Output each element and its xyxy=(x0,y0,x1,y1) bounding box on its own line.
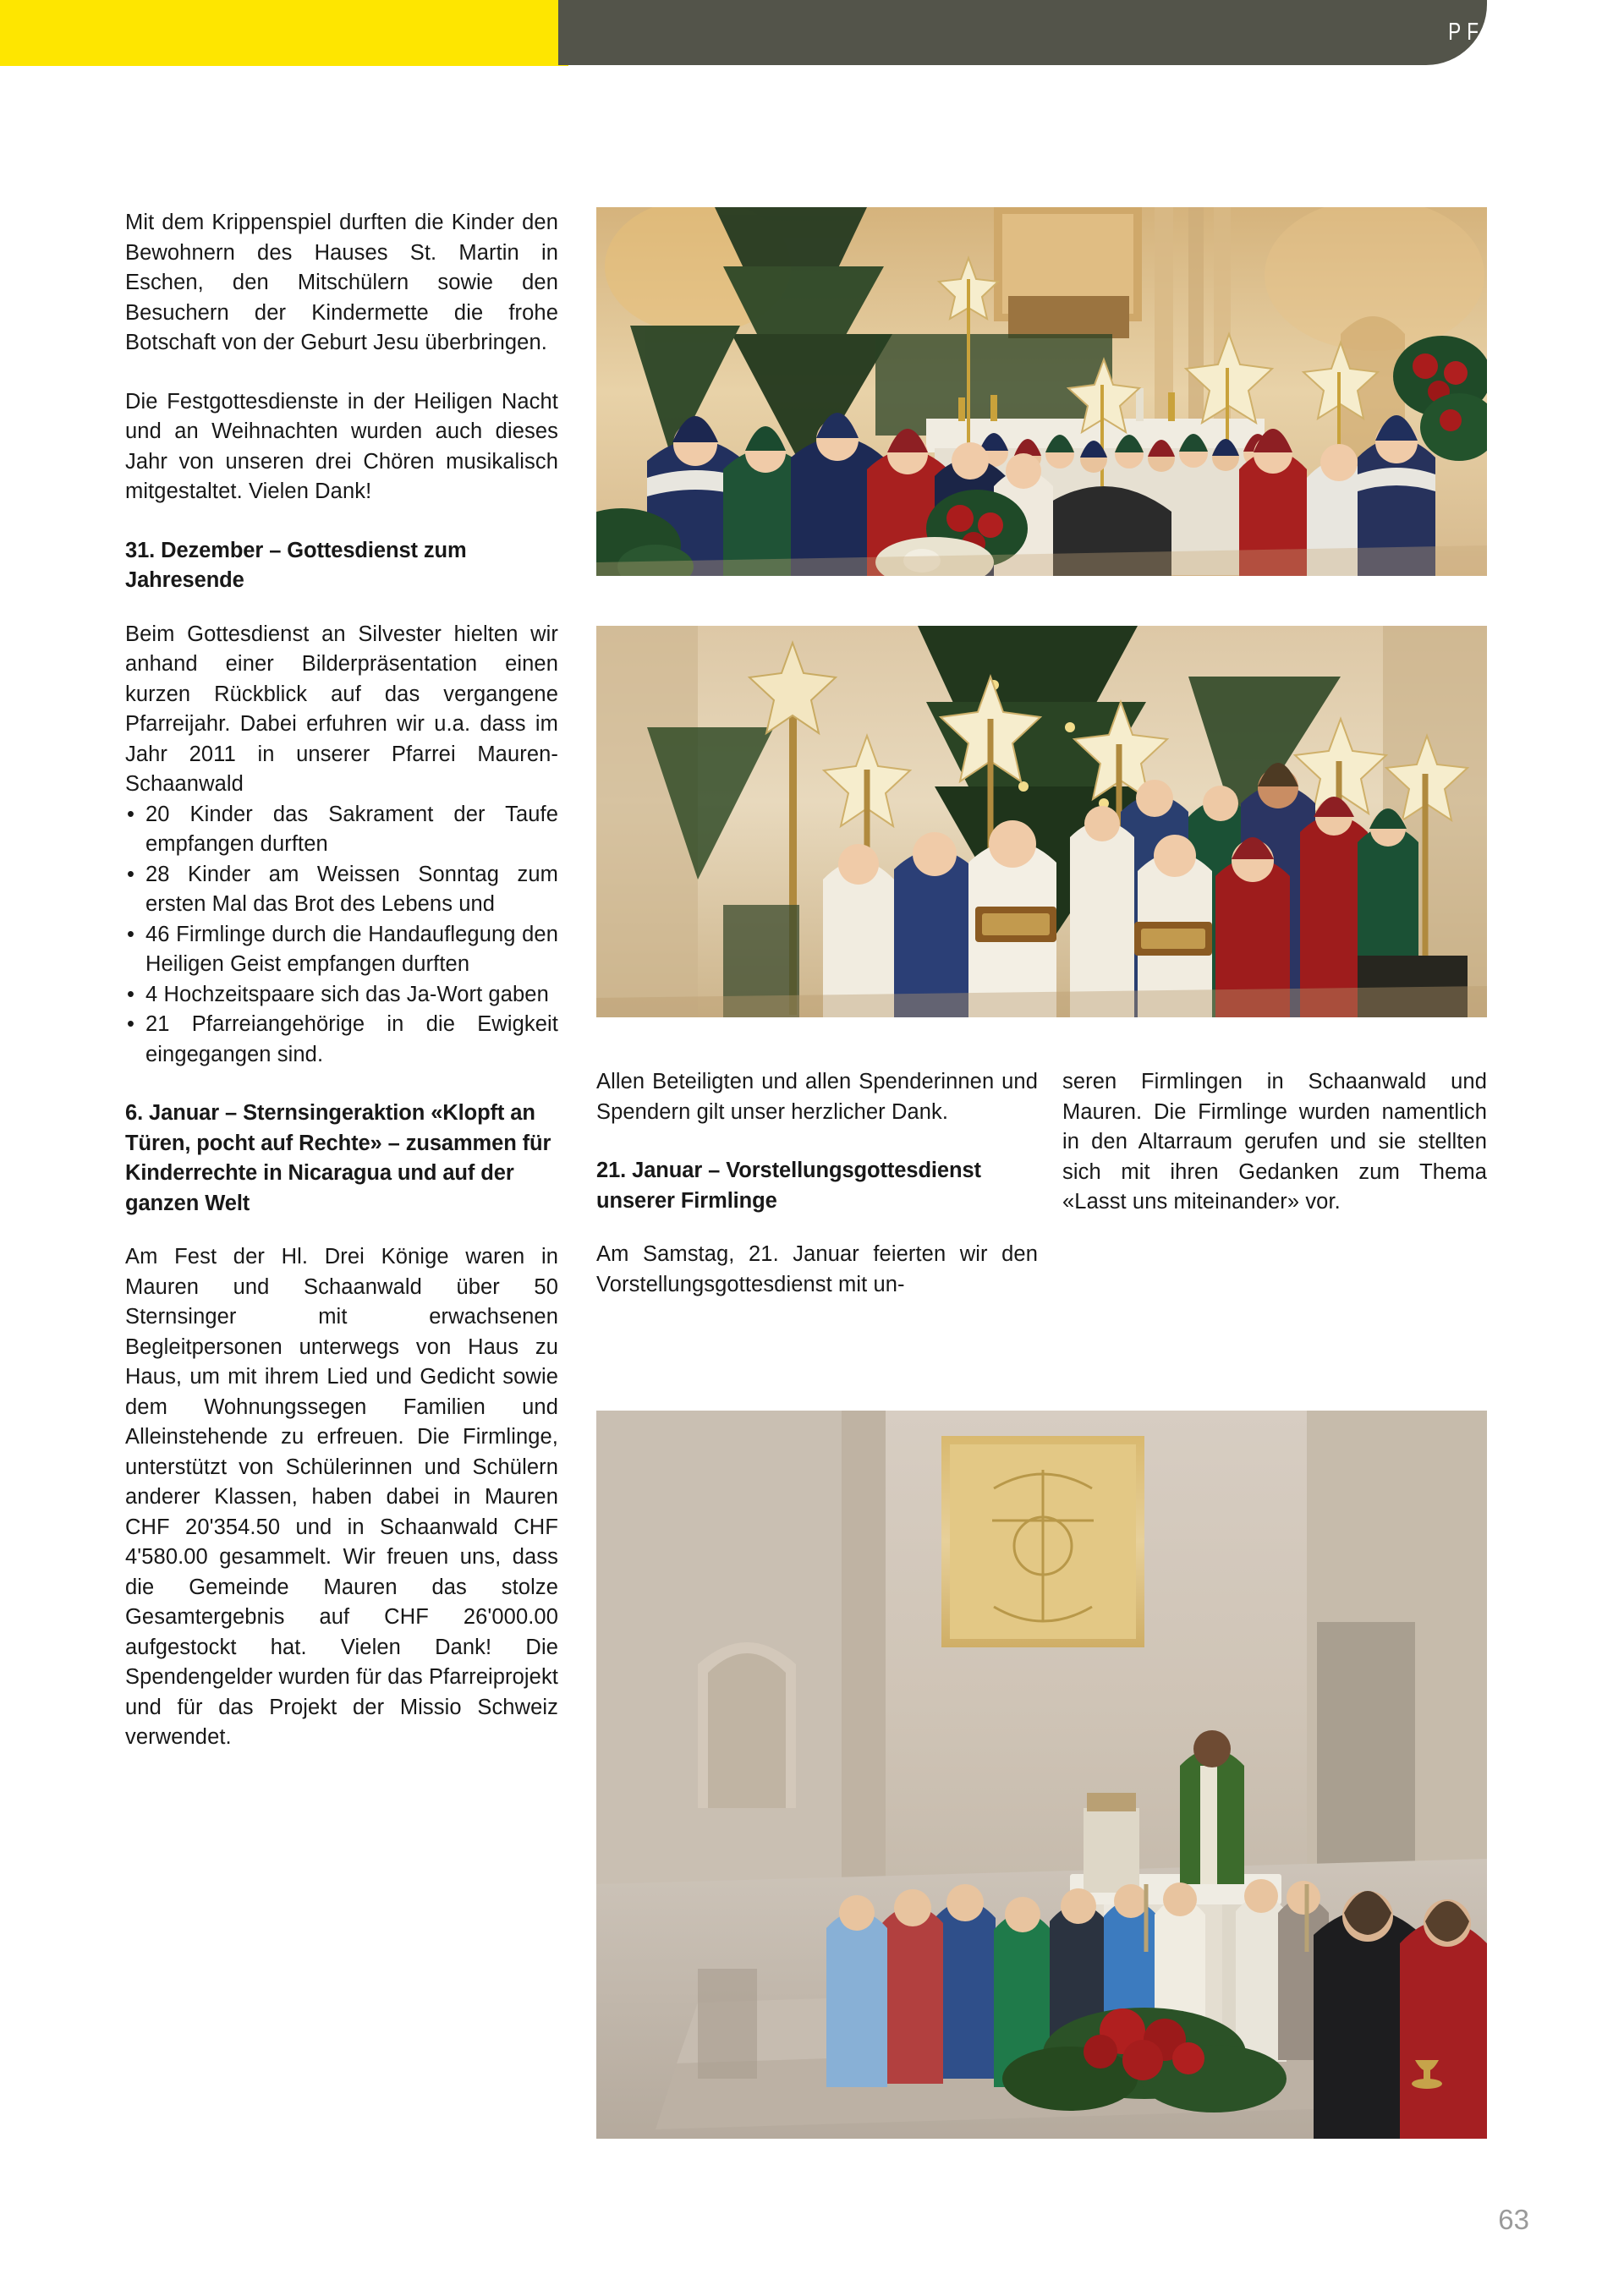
left-column xyxy=(125,208,558,1753)
paragraph-silvester: Beim Gottesdienst an Silvester hielten wir anhand einer Bilderpräsentation einen kurzen Rückblick auf das vergangene Pfarreijahr. Dabei erfuhren wir u.a. dass im Jahr 2011 in unserer Pfarrei Mauren-Schaanwald xyxy=(125,622,558,796)
firmlinge-photo-graphic xyxy=(596,1411,1487,2139)
list-item-label: 4 Hochzeitspaare sich das Ja-Wort gaben xyxy=(145,982,549,1006)
krippenspiel-photo xyxy=(596,207,1487,576)
paragraph-dank: Allen Beteiligten und allen Spenderinnen und Spendern gilt unser herzlicher Dank. xyxy=(596,1070,1038,1124)
bullet-icon: • xyxy=(127,802,135,826)
list-item-label: 21 Pfarreiangehörige in die Ewigkeit eingegangen sind. xyxy=(145,1012,558,1066)
paragraph-krippenspiel: Mit dem Krippenspiel durften die Kinder den Bewohnern des Hauses St. Martin in Eschen, den Mitschülern sowie den Besuchern der Kindermette die frohe Botschaft von der Geburt Jesu überbringen. xyxy=(125,211,558,354)
paragraph-festgottesdienste: Die Festgottesdienste in der Heiligen Nacht und an Weihnachten wurden auch dieses Jahr von unseren drei Chören musikalisch mitgestaltet. Vielen Dank! xyxy=(125,389,558,503)
jahresrueckblick-list xyxy=(125,800,558,1071)
heading-6-januar: 6. Januar – Sternsingeraktion «Klopft an Türen, pocht auf Rechte» – zusammen für Kinderrechte in Nicaragua und auf der ganzen Welt xyxy=(125,1101,551,1215)
firmlinge-photo xyxy=(596,1411,1487,2139)
list-item-label: 20 Kinder das Sakrament der Taufe empfangen durften xyxy=(145,802,558,856)
paragraph-firmlinge-fortsetzung: seren Firmlingen in Schaanwald und Mauren. Die Firmlinge wurden namentlich in den Altarraum gerufen und sie stellten sich mit ihren Gedanken zum Thema «Lasst uns miteinander» vor. xyxy=(1062,1070,1487,1214)
silvester-photo-graphic xyxy=(596,626,1487,1017)
list-item xyxy=(125,980,558,1011)
list-item xyxy=(125,860,558,920)
middle-column xyxy=(596,1067,1038,1300)
page-title: PFARREI xyxy=(1448,19,1572,46)
page-header xyxy=(0,0,1624,68)
bullet-icon: • xyxy=(127,982,135,1006)
page-number: 63 xyxy=(1498,2204,1529,2235)
right-column xyxy=(1062,1067,1487,1218)
heading-31-dezember: 31. Dezember – Gottesdienst zum Jahresende xyxy=(125,538,467,592)
heading-21-januar: 21. Januar – Vorstellungsgottesdienst unserer Firmlinge xyxy=(596,1159,981,1213)
list-item-label: 46 Firmlinge durch die Handauflegung den Heiligen Geist empfangen durften xyxy=(145,922,558,976)
bullet-icon: • xyxy=(127,922,135,946)
krippenspiel-photo-graphic xyxy=(596,207,1487,576)
bullet-icon: • xyxy=(127,1012,135,1036)
bullet-icon: • xyxy=(127,862,135,886)
list-item xyxy=(125,920,558,980)
list-item-label: 28 Kinder am Weissen Sonntag zum ersten Mal das Brot des Lebens und xyxy=(145,862,558,916)
list-item xyxy=(125,800,558,860)
header-yellow-block xyxy=(0,0,568,66)
paragraph-sternsinger: Am Fest der Hl. Drei Könige waren in Mauren und Schaanwald über 50 Sternsinger mit erwachsenen Begleitpersonen unterwegs von Haus zu Haus, um mit ihrem Lied und Gedicht sowie dem Wohnungssegen Familien und Alleinstehende zu erfreuen. Die Firmlinge, unterstützt von Schülerinnen und Schülern anderer Klassen, haben dabei in Mauren CHF 20'354.50 und in Schaanwald CHF 4'580.00 gesammelt. Wir freuen uns, dass die Gemeinde Mauren das stolze Gesamtergebnis auf CHF 26'000.00 aufgestockt hat. Vielen Dank! Die Spendengelder wurden für das Pfarreiprojekt und für das Projekt der Missio Schweiz verwendet. xyxy=(125,1245,558,1749)
list-item xyxy=(125,1010,558,1070)
silvester-photo xyxy=(596,626,1487,1017)
header-gray-block xyxy=(558,0,1487,65)
paragraph-vorstellungsgottesdienst: Am Samstag, 21. Januar feierten wir den Vorstellungsgottesdienst mit un- xyxy=(596,1242,1038,1296)
